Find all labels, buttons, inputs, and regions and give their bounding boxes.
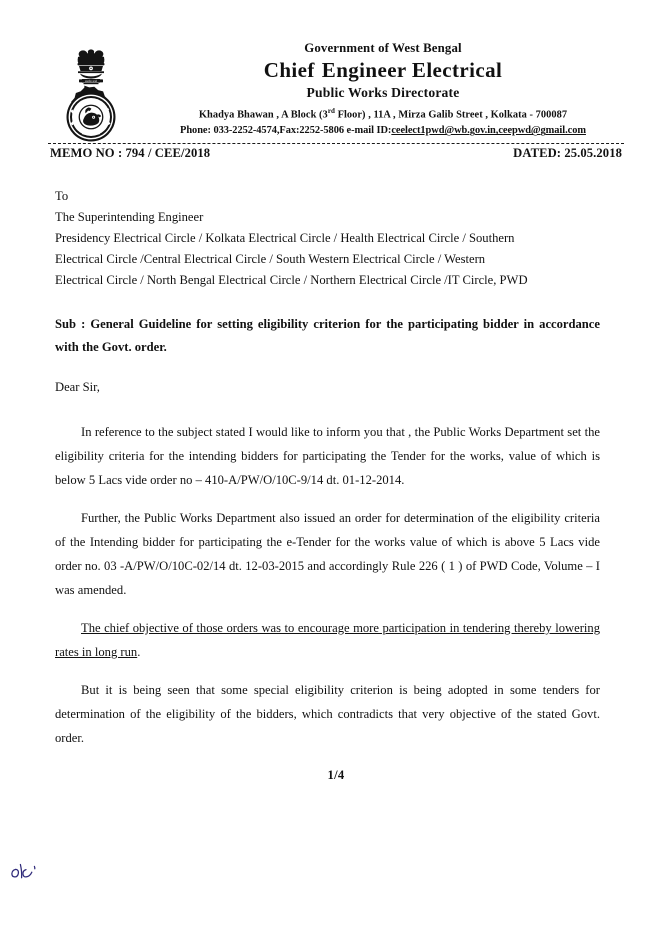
email-addresses-link[interactable]: ceelect1pwd@wb.gov.in,ceepwd@gmail.com [391, 125, 586, 137]
addressee-designation: The Superintending Engineer [55, 210, 204, 224]
office-title-part1: Chief [263, 58, 315, 82]
paragraph-4: But it is being seen that some special eligibility criterion is being adopted in some tenders for determination of the eligibility of the bidders, which contradicts that very objective of the stated Govt. order. [55, 683, 600, 745]
india-national-emblem-with-pwd-seal-icon [52, 43, 130, 143]
addressee-circles-line-3: Electrical Circle / North Bengal Electrical Circle / Northern Electrical Circle /IT Circle, PWD [55, 273, 528, 287]
svg-text:सत्यमेव जयते: सत्यमेव जयते [85, 79, 97, 83]
memo-row [50, 146, 622, 161]
underlined-objective-text: The chief objective of those orders was to encourage more participation in tendering thereby lowering rates in long run [55, 621, 600, 659]
contact-line [130, 123, 636, 138]
address-line [130, 104, 636, 122]
address-text-before: Khadya Bhawan , A Block (3 [198, 109, 328, 121]
letterhead [0, 40, 672, 148]
directorate-line: Public Works Directorate [306, 85, 460, 100]
underlined-paragraph-period: . [137, 645, 141, 659]
addressee-circles-line-2: Electrical Circle /Central Electrical Circle / South Western Electrical Circle / Western [55, 252, 486, 266]
subject-line: Sub : General Guideline for setting eligibility criterion for the participating bidder in accordance with the Govt. order. [55, 317, 600, 354]
address-ordinal-suffix: rd [327, 107, 335, 115]
office-title-part2: Engineer Electrical [321, 58, 503, 82]
paragraph-1: In reference to the subject stated I would like to inform you that , the Public Works Department set the eligibility criteria for the intending bidders for participating the Tender for the works, value of which is below 5 Lacs vide order no – 410-A/PW/O/10C-9/14 dt. 01-12-2014. [55, 425, 600, 487]
page-number: 1/4 [327, 768, 345, 782]
paragraph-2: Further, the Public Works Department also issued an order for determination of the eligibility criteria of the Intending bidder for participating the e-Tender for the works value of which is above 5 Lacs vide order no. 03 -A/PW/O/10C-02/14 dt. 12-03-2015 and accordingly Rule 226 ( 1 ) of PWD Code, Volume – I was amended. [55, 511, 600, 597]
address-text-after: Floor) , 11A , Mirza Galib Street , Kolkata - 700087 [334, 109, 568, 121]
addressee-to: To [55, 189, 69, 203]
memo-number: MEMO NO : 794 / CEE/2018 [50, 146, 211, 160]
memo-date: DATED: 25.05.2018 [513, 146, 622, 160]
header-divider [48, 143, 624, 144]
letter-body [55, 186, 600, 750]
paragraph-3-underlined [55, 616, 600, 664]
salutation: Dear Sir, [55, 380, 100, 394]
contact-phone-fax-text: Phone: 033-2252-4574,Fax:2252-5806 e-mail ID: [180, 125, 392, 137]
letterhead-text [130, 40, 636, 138]
government-line: Government of West Bengal [304, 41, 462, 55]
handwritten-initials-mark [8, 848, 54, 882]
addressee-circles-line-1: Presidency Electrical Circle / Kolkata Electrical Circle / Health Electrical Circle / Southern [55, 231, 515, 245]
office-title [130, 57, 636, 83]
